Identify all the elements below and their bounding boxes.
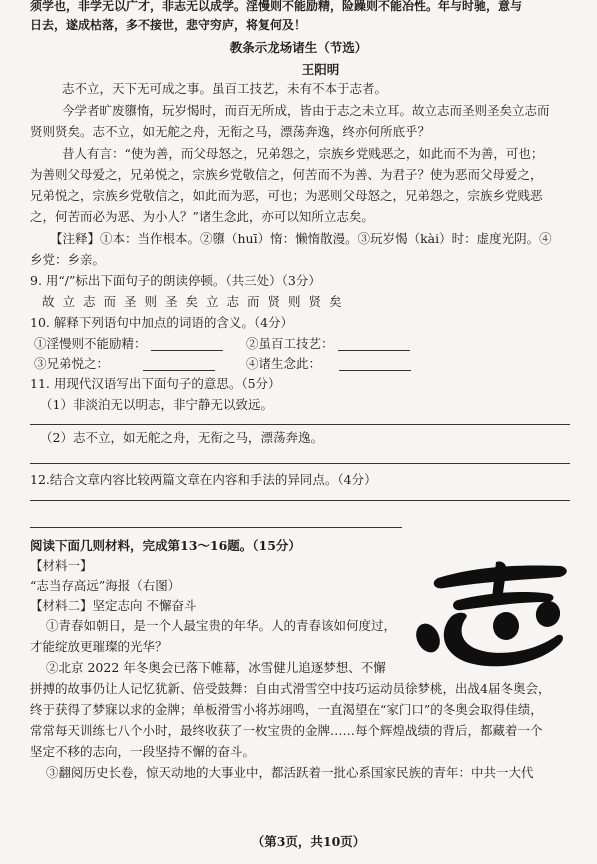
paragraph-2-line-2: 拼搏的故事仍让人记忆犹新、倍受鼓舞：自由式滑雪空中技巧运动员徐梦桃，出战4届冬奥会， <box>30 681 551 696</box>
question-9: 9. 用“/”标出下面句子的朗读停顿。（共三处）（3分） <box>30 273 321 288</box>
question-12: 12.结合文章内容比较两篇文章在内容和手法的异同点。（4分） <box>30 472 377 487</box>
paragraph-2-line-1: ②北京 2022 年冬奥会已落下帷幕，冰雪健儿追逐梦想、不懈 <box>46 660 386 675</box>
passage-line: 昔人有言：“使为善，而父母怒之，兄弟怨之，宗族乡党贱恶之，如此而不为善，可也； <box>62 146 544 161</box>
answer-line[interactable] <box>30 463 570 464</box>
q10-answer-blank-b[interactable] <box>338 339 410 351</box>
answer-line[interactable] <box>30 527 402 528</box>
page-number: （第3页，共10页） <box>251 834 366 849</box>
paragraph-2-line-3: 终于获得了梦寐以求的金牌；单板滑雪小将苏翊鸣，一直渴望在“家门口”的冬奥会取得佳绩， <box>30 702 543 717</box>
top-text-line-2: 日去，遂成枯落，多不接世，悲守穷庐，将复何及！ <box>30 18 307 32</box>
passage-author: 王阳明 <box>301 62 340 77</box>
q11-sentence-1: （1）非淡泊无以明志，非宁静无以致远。 <box>40 397 273 412</box>
passage-line: 今学者旷废隳惰，玩岁愒时，而百无所成，皆由于志之未立耳。故立志而圣则圣矣立志而 <box>62 103 550 118</box>
q10-item-c: ③兄弟悦之： <box>34 358 215 371</box>
passage-line: 志不立，天下无可成之事。虽百工技艺，未有不本于志者。 <box>62 81 388 96</box>
paragraph-1-line-1: ①青春如朝日，是一个人最宝贵的年华。人的青春该如何度过， <box>46 618 397 633</box>
q10-answer-blank-a[interactable] <box>151 339 223 351</box>
question-11: 11. 用现代汉语写出下面句子的意思。（5分） <box>30 376 281 391</box>
paragraph-3-line-1: ③翻阅历史长卷，惊天动地的大事业中，都活跃着一批心系国家民族的青年：中共一大代 <box>46 765 534 780</box>
top-text-line-1: 须学也，非学无以广才，非志无以成学。淫慢则不能励精，险躁则不能冶性。年与时驰，意与 <box>30 0 523 13</box>
passage-line: 为善则父母爱之，兄弟悦之，宗族乡党敬信之，何苦而不为善、为君子？使为恶而父母爱之， <box>30 167 543 182</box>
paragraph-2-line-5: 坚定不移的志向，一段坚持不懈的奋斗。 <box>30 744 256 759</box>
passage-title: 教条示龙场诸生（节选） <box>229 40 368 55</box>
answer-line[interactable] <box>30 500 570 501</box>
paragraph-1-line-2: 才能绽放更璀璨的光华？ <box>30 639 168 654</box>
question-10: 10. 解释下列语句中加点的词语的含义。（4分） <box>30 315 294 330</box>
notes-line-1: 【注释】①本：当作根本。②隳（huī）惰：懒惰散漫。③玩岁愒（kài）时：虚度光阴。④ <box>50 231 552 246</box>
q11-sentence-2: （2）志不立，如无舵之舟，无衔之马，漂荡奔逸。 <box>40 430 323 445</box>
q10-item-d: ④诸生念此： <box>246 358 411 371</box>
material-1-text: “志当存高远”海报（右图） <box>30 578 181 593</box>
q10-item-a: ①淫慢则不能励精： <box>34 338 223 351</box>
calligraphy-poster-image <box>410 560 582 672</box>
passage-line: 之，何苦而必为恶、为小人？”诸生念此，亦可以知所立志矣。 <box>30 209 374 224</box>
passage-line: 兄弟悦之，宗族乡党敬信之，如此而为恶，可也；为恶则父母怒之，兄弟怨之，宗族乡党贱恶 <box>30 188 543 203</box>
paragraph-2-line-4: 常常每天训练七八个小时，最终收获了一枚宝贵的金牌……每个辉煌战绩的背后，都藏着一个 <box>30 723 543 738</box>
answer-line[interactable] <box>30 424 570 425</box>
reading-heading: 阅读下面几则材料，完成第13～16题。（15分） <box>30 538 301 553</box>
q9-sentence: 故立志而圣则圣矣立志而贤则贤矣 <box>42 294 350 309</box>
notes-line-2: 乡党：乡亲。 <box>30 252 106 267</box>
q10-answer-blank-c[interactable] <box>143 359 215 371</box>
material-2-label: 【材料二】坚定志向 不懈奋斗 <box>30 598 197 613</box>
passage-line: 贤则贤矣。志不立，如无舵之舟，无衔之马，漂荡奔逸，终亦何所底乎？ <box>30 124 431 139</box>
material-1-label: 【材料一】 <box>30 558 93 573</box>
q10-answer-blank-d[interactable] <box>339 359 411 371</box>
q10-item-b: ②虽百工技艺： <box>246 338 410 351</box>
